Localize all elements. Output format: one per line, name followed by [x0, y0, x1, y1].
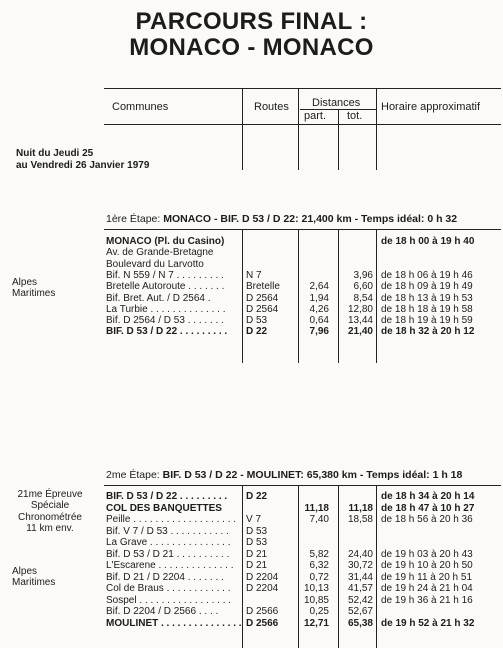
table-row: [0, 595, 503, 606]
row-time: de 18 h 13 à 19 h 53: [381, 292, 473, 304]
row-route: D 2564: [246, 303, 279, 315]
row-commune: MOULINET . . . . . . . . . . . . . . .: [106, 617, 242, 629]
row-part: 7,40: [309, 514, 329, 525]
stage1-heading: [106, 213, 457, 225]
row-tot: 12,80: [347, 303, 373, 315]
table-row: [0, 270, 503, 281]
row-part: 0,25: [309, 606, 329, 617]
table-row: [0, 315, 503, 326]
row-time: de 19 h 36 à 21 h 16: [381, 594, 473, 606]
row-time: de 18 h 32 à 20 h 12: [381, 326, 475, 338]
stage1-rule: [104, 229, 501, 230]
row-time: de 18 h 06 à 19 h 46: [381, 269, 473, 281]
table-row: [0, 236, 503, 247]
row-time: de 18 h 34 à 20 h 14: [381, 491, 475, 502]
table-row: [0, 572, 503, 583]
row-part: 6,32: [309, 560, 329, 571]
row-tot: 18,58: [347, 514, 373, 525]
special-line: Chronométrée: [18, 511, 82, 523]
row-part: 10,13: [303, 583, 329, 594]
row-tot: 52,42: [347, 594, 373, 606]
vrule-horaire: [376, 88, 377, 170]
stage2-rule: [104, 485, 501, 486]
row-commune: Boulevard du Larvotto: [106, 258, 204, 270]
row-route: D 22: [246, 326, 268, 338]
table-row: [0, 549, 503, 560]
stage1-text: MONACO - BIF. D 53 / D 22: 21,400 km - Temps idéal: 0 h 32: [163, 213, 458, 225]
table-row: [0, 560, 503, 571]
row-tot: 3,96: [353, 269, 373, 281]
table-row: [0, 293, 503, 304]
row-tot: 6,60: [353, 281, 373, 293]
row-tot: 65,38: [347, 617, 373, 629]
row-part: 1,94: [309, 292, 329, 304]
row-time: de 19 h 03 à 20 h 43: [381, 548, 473, 560]
stage2-heading: [106, 469, 462, 481]
row-commune: Bif. D 21 / D 2204 . . . . . . .: [106, 571, 224, 583]
table-row: [0, 304, 503, 315]
region-line: Alpes: [12, 566, 38, 577]
vrule-routes: [242, 88, 243, 170]
row-tot: 21,40: [347, 326, 373, 338]
page-title-line2: MONACO - MONACO: [129, 34, 374, 61]
row-commune: Sospel . . . . . . . . . . . . . . . . .: [106, 594, 232, 606]
row-commune: Bif. D 2204 / D 2566 . . . .: [106, 606, 219, 617]
row-commune: BIF. D 53 / D 22 . . . . . . . . .: [106, 491, 228, 502]
row-route: D 2204: [246, 571, 279, 583]
row-route: D 22: [246, 491, 268, 502]
row-tot: 30,72: [347, 560, 373, 571]
row-commune: Col de Braus . . . . . . . . . . . .: [106, 583, 231, 594]
row-part: 0,64: [309, 315, 329, 327]
table-row: [0, 511, 503, 525]
special-line: 21me Épreuve: [17, 489, 83, 500]
row-route: D 53: [246, 525, 268, 537]
row-tot: 24,40: [347, 548, 373, 560]
stage2-prefix: 2me Étape:: [106, 469, 163, 481]
row-commune: Bif. D 53 / D 21 . . . . . . . . . .: [106, 548, 230, 560]
row-tot: 13,44: [347, 315, 373, 327]
row-commune: COL DES BANQUETTES: [106, 502, 222, 514]
table-row: [0, 491, 503, 502]
row-commune: Bretelle Autoroute . . . . . . .: [106, 281, 225, 293]
night-date: [16, 148, 149, 172]
row-route: V 7: [246, 514, 262, 525]
row-time: de 18 h 18 à 19 h 58: [381, 303, 473, 315]
row-part: 10,85: [303, 594, 329, 606]
table-row: [0, 583, 503, 594]
vrule-tot: [338, 110, 339, 170]
row-route: D 53: [246, 537, 268, 548]
header-distances: Distances: [312, 97, 361, 109]
row-route: D 2204: [246, 583, 279, 594]
row-route: D 2566: [246, 606, 279, 617]
row-part: 4,26: [309, 303, 329, 315]
header-top-rule: [104, 88, 501, 89]
header-routes: Routes: [254, 101, 289, 113]
row-route: D 2566: [246, 617, 279, 629]
row-tot: 11,18: [348, 502, 373, 514]
night-line2: au Vendredi 26 Janvier 1979: [16, 160, 150, 171]
table-row: [0, 618, 503, 629]
row-part: 11,18: [304, 502, 329, 514]
row-tot: 31,44: [347, 571, 373, 583]
row-commune: Bif. V 7 / D 53 . . . . . . . . . . .: [106, 525, 229, 537]
table-row: [0, 259, 503, 270]
row-commune: Bif. Bret. Aut. / D 2564 .: [106, 292, 211, 304]
table-row: [0, 281, 503, 292]
row-time: de 18 h 09 à 19 h 49: [381, 281, 473, 293]
table-row: [0, 537, 503, 548]
row-tot: 52,67: [347, 606, 373, 617]
row-part: 7,96: [309, 326, 329, 338]
row-time: de 19 h 24 à 21 h 04: [381, 583, 473, 594]
row-commune: BIF. D 53 / D 22 . . . . . . . . .: [106, 326, 228, 338]
row-part: 2,64: [309, 281, 329, 293]
row-commune: Bif. N 559 / N 7 . . . . . . . . .: [106, 269, 224, 281]
row-commune: La Turbie . . . . . . . . . . . . . .: [106, 303, 226, 315]
row-route: D 53: [246, 315, 268, 327]
table-row: [0, 247, 503, 258]
row-time: de 19 h 52 à 21 h 32: [381, 617, 475, 629]
row-route: D 21: [246, 548, 268, 560]
row-part: 5,82: [309, 548, 329, 560]
table-row: [0, 503, 503, 514]
row-part: 12,71: [303, 617, 329, 629]
vrule-part: [298, 88, 299, 170]
page-title-line1: PARCOURS FINAL :: [135, 8, 368, 35]
row-route: Bretelle: [246, 281, 280, 293]
row-time: de 18 h 56 à 20 h 36: [381, 514, 473, 525]
row-tot: 41,57: [347, 583, 373, 594]
row-time: de 19 h 11 à 20 h 51: [381, 571, 473, 583]
row-time: de 18 h 47 à 10 h 27: [381, 502, 475, 514]
row-time: de 18 h 19 à 19 h 59: [381, 315, 473, 327]
table-row: [0, 606, 503, 617]
row-commune: La Grave . . . . . . . . . . . . . . .: [106, 537, 231, 548]
row-commune: Bif. D 2564 / D 53 . . . . . . .: [106, 315, 224, 327]
header-communes: Communes: [112, 101, 169, 113]
row-tot: 8,54: [353, 292, 373, 304]
row-commune: Peille . . . . . . . . . . . . . . . . . . .: [106, 514, 237, 525]
header-bottom-rule: [104, 124, 501, 125]
row-time: de 19 h 10 à 20 h 50: [381, 560, 473, 571]
night-line1: Nuit du Jeudi 25: [16, 148, 94, 159]
row-time: de 18 h 00 à 19 h 40: [381, 236, 475, 247]
stage1-prefix: 1ère Étape:: [106, 213, 164, 225]
header-part: part.: [304, 110, 327, 122]
row-route: N 7: [246, 269, 262, 281]
row-commune: L'Escarene . . . . . . . . . . . . . .: [106, 560, 234, 571]
header-horaire: Horaire approximatif: [381, 101, 481, 113]
row-route: D 21: [246, 560, 268, 571]
header-tot: tot.: [347, 110, 363, 122]
row-route: D 2564: [246, 292, 279, 304]
region-line: Alpes: [12, 277, 38, 288]
special-line: Spéciale: [30, 500, 70, 512]
row-commune: MONACO (Pl. du Casino): [106, 236, 225, 247]
region-line: Maritimes: [12, 288, 56, 300]
row-part: 0,72: [309, 571, 329, 583]
special-line: 11 km env.: [26, 522, 74, 534]
row-commune: Av. de Grande-Bretagne: [106, 247, 214, 259]
region-line: Maritimes: [12, 577, 56, 589]
stage2-text: BIF. D 53 / D 22 - MOULINET: 65,380 km - Temps idéal: 1 h 18: [162, 469, 463, 481]
table-row: [0, 326, 503, 337]
table-row: [0, 526, 503, 537]
